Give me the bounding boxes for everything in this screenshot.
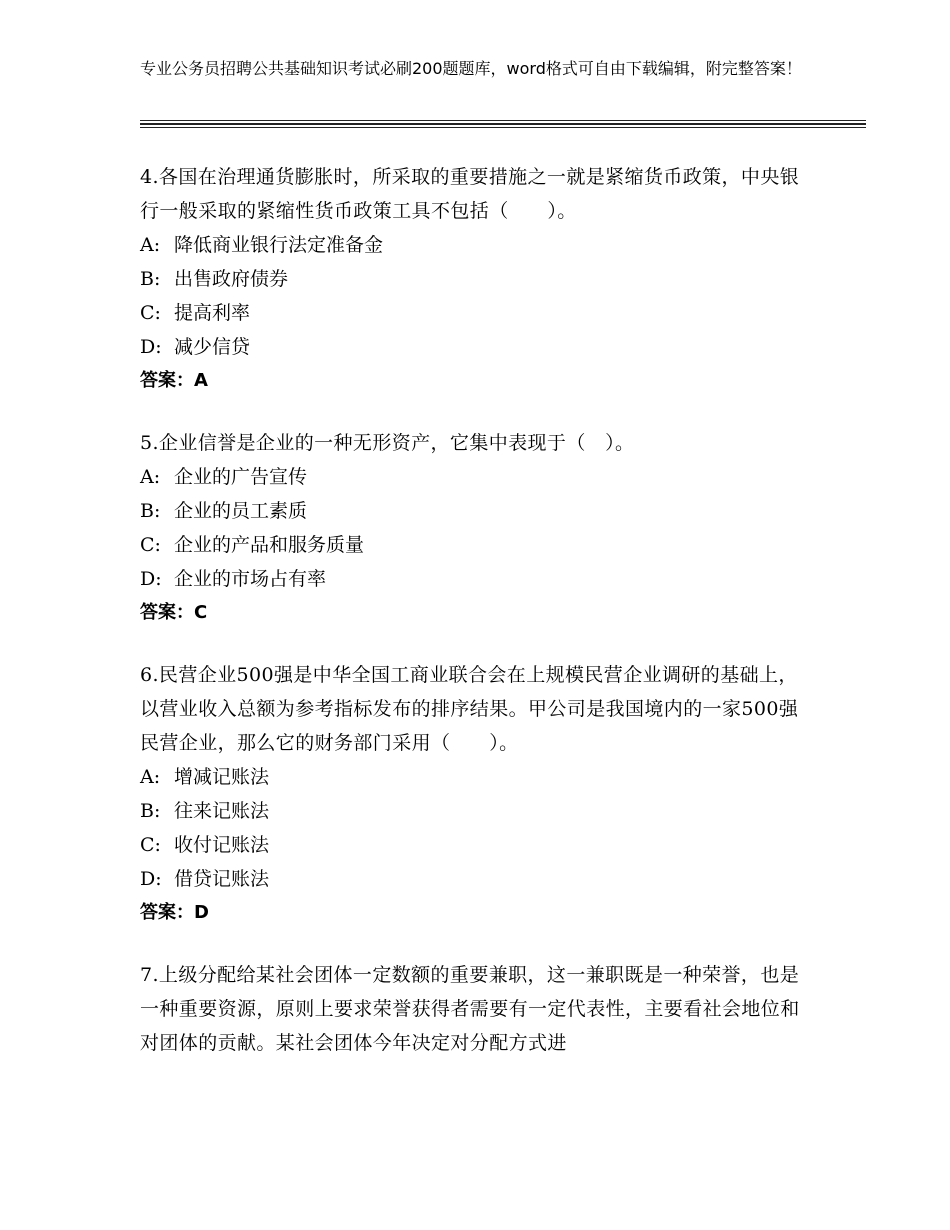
question-list	[140, 160, 800, 1088]
option-key: A:	[140, 234, 161, 256]
question-stem: 5.企业信誉是企业的一种无形资产，它集中表现于（ ）。	[140, 432, 635, 454]
option-b	[140, 794, 800, 828]
answer-line: 答案：A	[140, 370, 208, 391]
option-text: 出售政府债券	[174, 268, 289, 290]
question-4	[140, 160, 800, 398]
option-key: D:	[140, 336, 162, 358]
option-text: 企业的广告宣传	[174, 466, 308, 488]
option-d	[140, 330, 800, 364]
option-text: 企业的市场占有率	[174, 568, 327, 590]
question-stem: 7.上级分配给某社会团体一定数额的重要兼职，这一兼职既是一种荣誉，也是一种重要资源，原则上要求荣誉获得者需要有一定代表性，主要看社会地位和对团体的贡献。某社会团体今年决定对分配方式进	[140, 964, 800, 1054]
option-key: B:	[140, 500, 161, 522]
header-rule-bottom	[140, 127, 866, 128]
header-rule-top	[140, 120, 866, 121]
option-key: D:	[140, 568, 162, 590]
option-b	[140, 494, 800, 528]
option-text: 往来记账法	[174, 800, 270, 822]
option-text: 增减记账法	[174, 766, 270, 788]
question-7	[140, 958, 800, 1060]
option-text: 企业的员工素质	[174, 500, 308, 522]
header-rule-middle	[140, 123, 866, 125]
option-a	[140, 228, 800, 262]
option-key: D:	[140, 868, 162, 890]
option-a	[140, 460, 800, 494]
option-key: C:	[140, 302, 161, 324]
option-key: A:	[140, 766, 161, 788]
option-key: C:	[140, 534, 161, 556]
question-stem: 4.各国在治理通货膨胀时，所采取的重要措施之一就是紧缩货币政策，中央银行一般采取的紧缩性货币政策工具不包括（ ）。	[140, 166, 800, 222]
option-a	[140, 760, 800, 794]
option-key: A:	[140, 466, 161, 488]
answer-line: 答案：D	[140, 902, 209, 923]
option-c	[140, 828, 800, 862]
option-d	[140, 862, 800, 896]
question-6	[140, 658, 800, 930]
option-d	[140, 562, 800, 596]
option-b	[140, 262, 800, 296]
option-key: B:	[140, 268, 161, 290]
question-5	[140, 426, 800, 630]
option-text: 提高利率	[174, 302, 251, 324]
option-key: B:	[140, 800, 161, 822]
answer-line: 答案：C	[140, 602, 208, 623]
option-text: 收付记账法	[174, 834, 270, 856]
option-text: 企业的产品和服务质量	[174, 534, 365, 556]
option-text: 借贷记账法	[174, 868, 270, 890]
option-c	[140, 296, 800, 330]
question-stem: 6.民营企业500强是中华全国工商业联合会在上规模民营企业调研的基础上，以营业收入总额为参考指标发布的排序结果。甲公司是我国境内的一家500强民营企业，那么它的财务部门采用（ ）。	[140, 664, 799, 754]
option-text: 降低商业银行法定准备金	[174, 234, 384, 256]
page-header: 专业公务员招聘公共基础知识考试必刷200题题库，word格式可自由下载编辑，附完整答案！	[140, 59, 802, 78]
option-text: 减少信贷	[174, 336, 251, 358]
option-key: C:	[140, 834, 161, 856]
option-c	[140, 528, 800, 562]
